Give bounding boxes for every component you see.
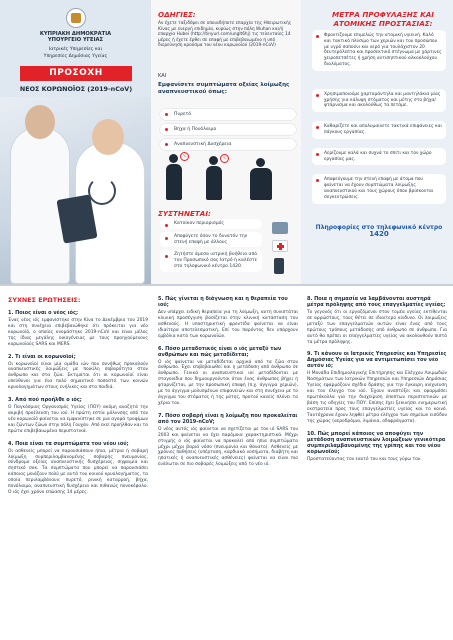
faq-title: ΣΥΧΝΕΣ ΕΡΩΤΗΣΕΙΣ: xyxy=(8,296,81,304)
faq-item xyxy=(307,351,447,424)
faq-question: 10. Πώς μπορεί κάποιος να αποφύγει την μετάδοση αναπνευστικών λοιμώξεων γενικότερα συμπεριλαμβανομένης της γρίπης και του νέου κορωνοϊού; xyxy=(307,430,446,455)
faq-column-2 xyxy=(158,296,298,474)
attention-banner: ΠΡΟΣΟΧΗ xyxy=(20,66,132,81)
recommend-list xyxy=(160,219,262,275)
faq-item xyxy=(158,346,298,407)
faq-question: 9. Τι κάνουν οι Ιατρικές Υπηρεσίες και Υπηρεσίες Δημόσιας Υγείας για να αντιμετωπίσει τον νέο αυτόν ιό; xyxy=(307,351,447,370)
symptom-item: Αναπνευστική Δυσχέρεια xyxy=(160,139,296,150)
prevention-item: Καθαρίζετε και απολυμαίνετε τακτικά επιφάνειες και πάγκους εργασίας. xyxy=(312,121,446,139)
dept-line-2: Υπηρεσίες Δημόσιας Υγείας xyxy=(43,53,108,59)
faq-answer: Δεν υπάρχει ειδική θεραπεία για τη λοίμωξη, αυτή συνιστάται κλινική προσέγγιση βασίζεται στην κλινική κατάσταση του ασθενούς. Η υποστηρικτική φροντίδα φαίνεται να είναι ιδιαίτερα αποτελεσματική. Επί του παρόντος δεν υπάρχουν εμβόλια κατά των κορωνοϊών. xyxy=(158,310,298,339)
guidance-emphasis: Εμφανίσετε συμπτώματα οξείας λοίμωξης αναπνευστικού όπως: xyxy=(158,82,290,95)
phone-info xyxy=(312,224,446,238)
org-line-2: ΥΠΟΥΡΓΕΙΟ ΥΓΕΙΑΣ xyxy=(47,37,104,43)
symptom-item: Πυρετό xyxy=(160,109,296,120)
faq-question: 8. Ποια η σημασία να λαμβάνονται αυστηρά μέτρα πρόληψης από τους επαγγελματίες υγείας; xyxy=(307,296,446,308)
first-aid-icon xyxy=(272,240,288,252)
guidance-and: ΚΑΙ xyxy=(158,73,167,79)
faq-question: 1. Ποιος είναι ο νέος ιός; xyxy=(8,310,78,316)
prevention-title-line-1: ΜΕΤΡΑ ΠΡΟΦΥΛΑΞΗΣ ΚΑΙ xyxy=(332,10,434,19)
prevention-item: Αποφεύγουμε την στενή επαφή με άτομα που φαίνεται να έχουν συμπτώματα λοίμωξης αναπνευστικού και τους χώρους όπου βρίσκονται συγκεντρώσεις. xyxy=(312,174,446,203)
bed-icon xyxy=(272,222,288,234)
symptom-illustration: °C °C xyxy=(158,150,298,200)
symptom-list xyxy=(160,109,296,154)
recommend-item: Κατοίκον περιορισμός xyxy=(160,219,262,229)
faq-answer: Οι κορωνοϊοί είναι μία ομάδα ιών που συνήθως προκαλούν αναπνευστικές λοιμώξεις με ποικίλη σοβαρότητα στον άνθρωπο και στα ζώα. Εκτιμάται ότι οι κορωνοϊοί είναι υπεύθυνοι για ένα πολύ σημαντικό ποσοστό των κοινών κρυολογημάτων στους ενήλικες και στα παιδιά. xyxy=(8,361,148,391)
symptom-item: Βήχα ή Πονόλαιμο xyxy=(160,124,296,135)
prevention-title-line-2: ΑΤΟΜΙΚΗΣ ΠΡΟΣΤΑΣΙΑΣ: xyxy=(333,19,433,28)
faq-answer: Προστατεύοντας τον εαυτό του και τους γύρω του. xyxy=(307,456,422,462)
phone-number: 1420 xyxy=(369,230,389,239)
faq-question: 3. Από πού προήλθε ο ιός; xyxy=(8,397,82,404)
faq-item xyxy=(307,296,447,345)
faq-question: 2. Τι είναι οι κορωνοϊοί; xyxy=(8,353,76,360)
prevention-item: Χρησιμοποιούμε χαρτομάντηλα και μαντηλάκια μίας χρήσης για κάλυψη στόματος και μύτης στο βήχα/φτάρνισμα και ακολούθως τα πετάμε. xyxy=(312,89,446,112)
dept-line-1: Ιατρικές Υπηρεσίες και xyxy=(48,47,103,52)
faq-item xyxy=(307,431,447,463)
faq-answer: Η Μονάδα Επιδημιολογικής Επιτήρησης και Ελέγχου Λοιμωδών Νοσημάτων των Ιατρικών Υπηρεσιών και Υπηρεσιών Δημόσιας Υγείας εφαρμόζουν σχέδιο δράσης για την έγκαιρη ανίχνευση και τον έλεγχο του ιού. Έχουν αναπτύξει και εφαρμόσει πρωτόκολλα για την διαχείριση ύποπτων περιστατικών με βάση τις οδηγίες του ΠΟΥ. Επίσης έχει ξεκινήσει ενημερωτική εκστρατεία προς τους επαγγελματίες υγείας και το κοινό. Ταυτόχρονα έχουν ληφθεί μέτρα ελέγχου των σημείων εισόδου της χώρας (αεροδρόμια, λιμάνια, οδοφράγματα). xyxy=(307,371,447,424)
faq-item xyxy=(8,397,148,435)
faq-item xyxy=(8,441,148,496)
guidance-title: ΟΔΗΓΙΕΣ: xyxy=(158,10,196,19)
faq-answer: Ο Παγκόσμιος Οργανισμός Υγείας (ΠΟΥ) ακόμη αναζητά την ακριβή προέλευση του ιού. Η πρώτη εστία μόλυνσης από τον νέο κορωνοϊό φαίνεται να εμφανίστηκε σε μια αγορά τροφίμων και ζώντων ζώων στην πόλη Γουχάν. Από εκεί προήλθαν και τα πρώτα επιβεβαιωμένα περιστατικά. xyxy=(8,405,148,434)
org-line-1: ΚΥΠΡΙΑΚΗ ΔΗΜΟΚΡΑΤΙΑ xyxy=(39,31,112,37)
prevention-item: Φροντίζουμε επιμελώς την ατομική υγιεινή. Καλό και τακτικό πλύσιμο των χεριών και του προσώπου με υγρό σαπούνι και νερό για τουλάχιστον 20 δευτερόλεπτα και προσεκτικό στέγνωμα με χάρτινες χειροπετσέτες ή χρήση αντισηπτικού αλκοολούχου διαλύματος. xyxy=(312,30,446,71)
recommend-item: Ζητήστε άμεσα ιατρική βοήθεια από τον Προσωπικό σας Ιατρό ή καλέστε στο τηλεφωνικό κέντρο 1420. xyxy=(160,250,262,271)
faq-column-3 xyxy=(307,296,447,469)
faq-question: 4. Ποια είναι τα συμπτώματα του νέου ιού; xyxy=(8,440,129,447)
organization-name xyxy=(8,31,143,59)
faq-question: 5. Πώς γίνεται η διάγνωση και η θεραπεία του ιού; xyxy=(158,296,288,308)
faq-answer: Το γεγονός ότι οι εργαζόμενοι στον τομέα υγείας εκτίθενται σε αρρώστους, τους θέτει σε ιδιαίτερο κίνδυνο. Οι λοιμωξεις μεταξύ των επαγγελματιών αυτών είναι ένας από τους πρώτους τρόπους μετάδοσης από άνθρωπο σε άνθρωπο. Για αυτό θα πρέπει οι επαγγελματίες υγείας να ακολουθούν πιστά τα μέτρα πρόληψης. xyxy=(307,310,447,345)
faq-question: 6. Πόσο μεταδοτικός είναι ο ιός μεταξύ των ανθρώπων και πώς μεταδίδεται; xyxy=(158,345,282,358)
faq-answer: Ο νέος αυτός ιός φαίνεται να σχετίζεται με τον ιό SARS του 2003 και φαίνεται να έχει παρόμοια χαρακτηριστικά. Μέχρι στιγμής ο ιός φαίνεται να προκαλεί από ήπια συμπτώματα μέχρι μέχρι βαριά νόσο (πνευμονία και θάνατο). Ασθενείς με χρόνιες παθήσεις (υπέρταση, καρδιακά νοσήματα, διαβήτη και ηπατικές ή αναπνευστικές ασθένειες) φαίνεται να είναι πιο ευάλωτοι σε πιο σοβαρές λοιμώξεις από το νέο ιό. xyxy=(158,426,298,468)
guidance-body: Αν έχετε ταξιδέψει σε οποιαδήποτε επαρχία της Ηπειρωτικής Κίνας με ενεργή επιδημία, κυρίως στην πόλη Wuhan και/ή επαρχία Hubei (http://tinyurl.com/unglt6hj) τις τελευταίες 14 μέρες ή έχετε έρθει σε επαφή με επιβεβαιωμένο ή υπό διερεύνηση κρούσμα του νέου κορωνοϊού (2019-nCoV) xyxy=(158,21,292,49)
phone-icon xyxy=(274,258,284,274)
recommend-item: Αποφύγετε όσον το δυνατόν την στενή επαφή με άλλους xyxy=(160,232,262,248)
doctors-photo xyxy=(0,97,151,284)
faq-item xyxy=(8,354,148,392)
prevention-item: Αερίζουμε καλά και συχνά το σπίτι και τον χώρο εργασίας μας. xyxy=(312,148,446,166)
faq-item xyxy=(8,310,148,348)
prevention-list xyxy=(312,30,446,209)
virus-subtitle: ΝΕΟΣ ΚΟΡΩΝΟΪΟΣ (2019-nCoV) xyxy=(19,85,133,93)
section-divider xyxy=(0,284,453,286)
faq-answer: Οι ασθενείς μπορεί να παρουσιάσουν ήπια, μέτρια ή σοβαρή λοίμωξη συμπεριλαμβανομένης σοβαρής πνευμονίας, σύνδρομο οξείας αναπνευστικής δυσχέρειας, σηψαιμία και σηπτικό σοκ. Τα συμπτώματα που μπορεί να παρουσιάσει κάποιος μοιάζουν πολύ με αυτά του κοινού κρυολογήματος, τα οποία περιλαμβάνουν: πυρετό, ρινική καταρροή, βήχα, πονόλαιμο, αναπνευστική δυσχέρεια και πιθανώς πονοκέφαλο. Ο ιός έχει χρόνο επώασης 14 μέρες. xyxy=(8,448,148,495)
faq-question: 7. Πόσο σοβαρή είναι η λοίμωξη που προκαλείται από τον 2019-nCoV; xyxy=(158,412,298,425)
prevention-title xyxy=(318,10,448,28)
coat-of-arms-icon xyxy=(66,8,86,28)
recommend-title: ΣΥΣΤΗΝΕΤΑΙ: xyxy=(158,209,211,218)
faq-answer: Ο ιός φαίνεται να μεταδίδεται αρχικά από τα ζώα στον άνθρωπο. Έχει επιβεβαιωθεί και η μετάδοση από άνθρωπο σε άνθρωπο. Γενικά οι αναπνευστικοί ιοί μεταδίδονται με σταγονίδια που δημιουργούνται όταν ένας άνθρωπος βήχει ή φταρνίζεται, με την προσωπική επαφή (π.χ. άγγιγμα χεριών), με το άγγιγμα μολυσμένων επιφανειών και στη συνέχεια με το άγγιγμα του στόματος ή της μύτης, προτού κανείς πλύνει τα χέρια του. xyxy=(158,359,298,406)
phone-label: Πληροφορίες στο τηλεφωνικό κέντρο xyxy=(315,224,443,231)
faq-column-1 xyxy=(8,296,148,502)
faq-item xyxy=(158,413,298,468)
recommend-icons xyxy=(262,214,298,278)
faq-answer: Ένας νέος ιός εμφανίστηκε στην Κίνα το Δεκέμβριο του 2019 και στη συνέχεια επιβεβαιώθηκε ότι πρόκειται για νέο κορωνοϊό, ο οποίος ονομάστηκε 2019-nCoV και είναι μέλος της ίδιας μεγάλης οικογένειας με τους προηγούμενους κορωνοϊούς SARS και MERS. xyxy=(8,318,148,347)
faq-item xyxy=(158,296,298,340)
